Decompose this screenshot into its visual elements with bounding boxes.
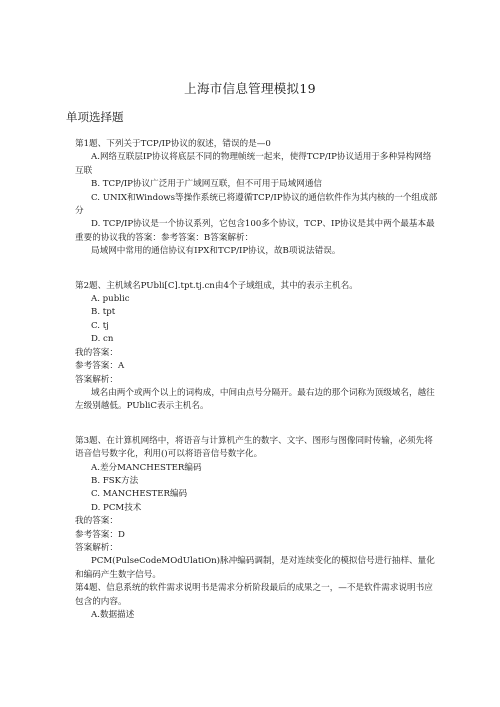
question-1-explanation: 局域网中常用的通信协议有IPX和TCP/IP协议，故B项说法错误。 (91, 246, 341, 257)
question-2-option-b: B. tpt (91, 307, 116, 318)
question-3-option-a: A.差分MANCHESTER编码 (91, 462, 202, 473)
question-3-my-answer: 我的答案： (75, 516, 118, 527)
section-heading: 单项选择题 (66, 110, 124, 124)
question-4-stem: 第4题、信息系统的软件需求说明书是需求分析阶段最后的成果之一，—不是软件需求说明书应包含的内容。 (75, 583, 433, 607)
document-title: 上海市信息管理模拟19 (184, 81, 316, 96)
question-1-option-b: B. TCP/IP协议广泛用于广域网互联，但不可用于局域网通信 (91, 179, 323, 190)
question-1-stem: 第1题、下列关于TCP/IP协议的叙述，错误的是—0 (75, 139, 271, 149)
question-3-stem: 第3题、在计算机网络中，将语音与计算机产生的数字、文字、图形与图像同时传输，必须先将语音信号数字化，利用()可以将语音信号数字化。 (75, 435, 433, 460)
question-1-option-d: D. TCP/IP协议是一个协议系列，它包含100多个协议，TCP、IP协议是其中两个最基本最重要的协议我的答案：参考答案：B答案解析： (75, 219, 435, 243)
question-2-option-c: C. tj (91, 320, 109, 331)
question-3-explanation-label: 答案解析： (75, 542, 118, 553)
question-4-option-a: A.数据描述 (91, 610, 135, 620)
question-3-option-c: C. MANCHESTER编码 (91, 489, 188, 500)
question-3-explanation: PCM(PulseCodeMOdUlatiOn)脉冲编码调制，是对连续变化的模拟信号进行抽样、量化和编码产生数字信号。 (75, 556, 435, 580)
question-1-option-a: A.网络互联层IP协议将底层不同的物理帧统一起来，使得TCP/IP协议适用于多种异构网络互联 (75, 152, 432, 176)
question-2-option-a: A. public (91, 294, 130, 305)
question-2-stem: 第2题、主机域名PUbli[C].tpt.tj.cn由4个子域组成，其中的表示主机名。 (75, 280, 358, 291)
question-3-reference-answer: 参考答案：D (75, 529, 125, 540)
question-2-explanation-label: 答案解析： (75, 374, 118, 385)
question-1-option-c: C. UNIX和Windows等操作系统已将遵循TCP/IP协议的通信软件作为其内核的一个组成部分 (75, 192, 438, 217)
question-2-reference-answer: 参考答案：A (75, 361, 125, 372)
question-3-option-b: B. FSK方法 (91, 475, 139, 486)
question-2-my-answer: 我的答案： (75, 347, 118, 358)
question-list (75, 138, 440, 622)
question-3-option-d: D. PCM技术 (91, 502, 142, 513)
question-2-explanation: 域名由两个或两个以上的词构成，中间由点号分隔开。最右边的那个词称为顶级域名，越往左级别越低。PUbliC表示主机名。 (75, 387, 435, 412)
question-2-option-d: D. cn (91, 334, 114, 345)
